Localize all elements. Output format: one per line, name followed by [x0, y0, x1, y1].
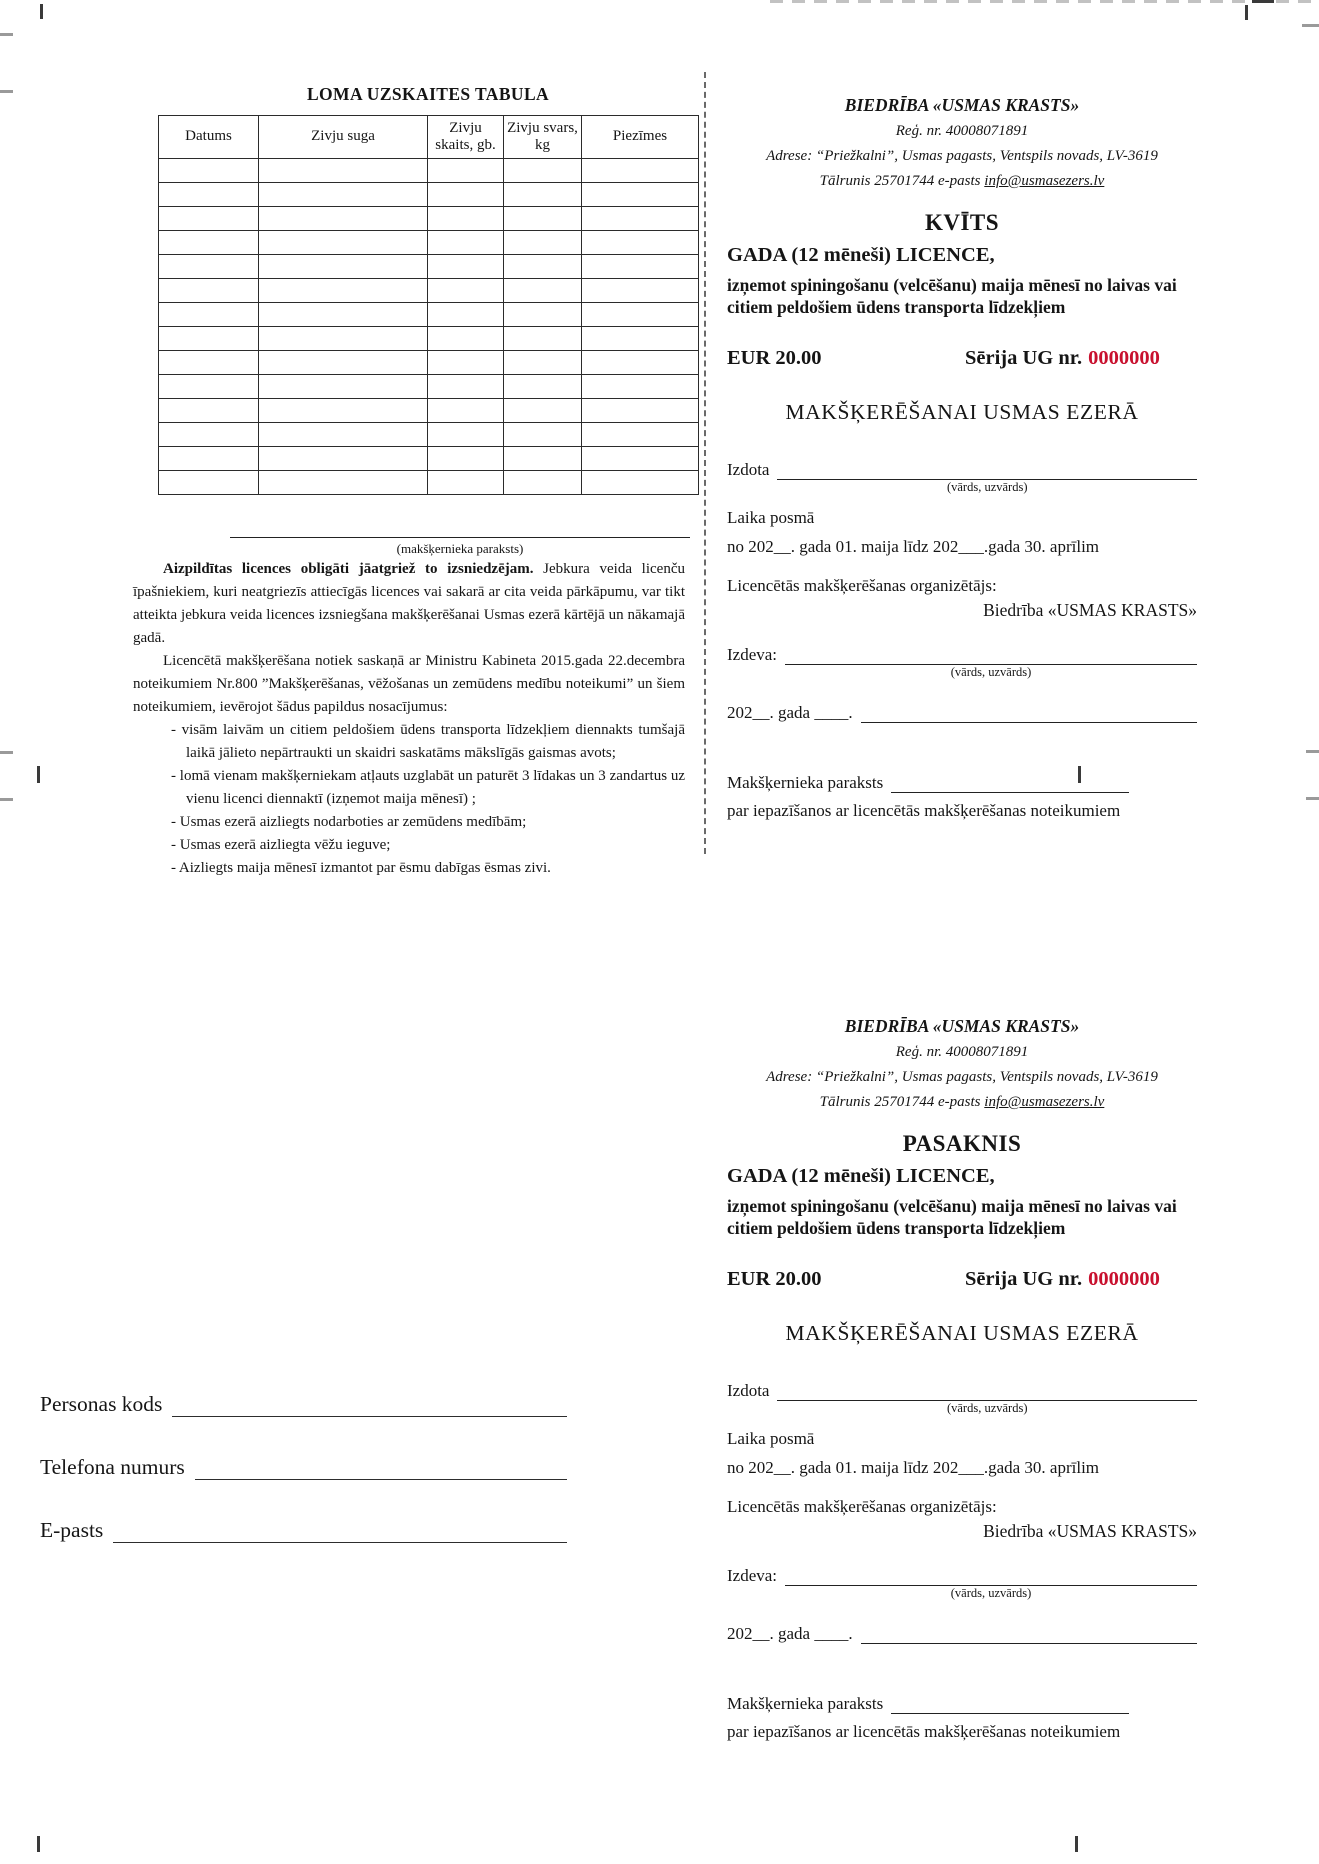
crop-mark	[0, 751, 13, 754]
crop-mark	[0, 33, 13, 36]
series-number: 0000000	[1088, 347, 1160, 369]
catch-table-body	[159, 159, 699, 495]
table-row	[159, 399, 699, 423]
org-phone-email	[727, 173, 1197, 190]
period-line: no 202__. gada 01. maija līdz 202___.gada 30. aprīlim	[727, 1458, 1100, 1477]
table-row	[159, 447, 699, 471]
col-header-datums: Datums	[159, 116, 259, 159]
table-cell	[582, 351, 699, 375]
table-cell	[504, 231, 582, 255]
org-phone-email	[727, 1094, 1197, 1111]
table-cell	[428, 471, 504, 495]
angler-signature-caption: (makšķernieka paraksts)	[396, 541, 524, 556]
table-cell	[582, 159, 699, 183]
license-type-subtitle-2: citiem peldošiem ūdens transporta līdzekļiem	[727, 297, 1066, 317]
table-cell	[159, 255, 259, 279]
org-name: BIEDRĪBA «USMAS KRASTS»	[844, 95, 1080, 115]
license-type-subtitle-1: izņemot spiningošanu (velcēšanu) maija mēnesī no laivas vai	[727, 275, 1177, 295]
table-cell	[504, 375, 582, 399]
table-cell	[159, 183, 259, 207]
rule-item-light: - visām laivām un citiem peldošiem ūdens transporta līdzekļiem diennakts tumšajā laikā jālieto nepārtraukti un skaidri saskatāms mākslīgās gaismas avots;	[171, 722, 685, 761]
issue-date-fill-line	[861, 704, 1197, 723]
license-purpose: MAKŠĶERĒŠANAI USMAS EZERĀ	[785, 400, 1139, 424]
issuer-label: Izdeva:	[727, 645, 778, 664]
rule-item-baitfish: - Aizliegts maija mēnesī izmantot par ēsmu dabīgas ēsmas zivi.	[171, 860, 551, 876]
table-row	[159, 471, 699, 495]
table-cell	[582, 471, 699, 495]
price-series-row	[727, 347, 1197, 370]
table-cell	[582, 231, 699, 255]
telefona-numurs-label: Telefona numurs	[40, 1455, 185, 1479]
issue-date-prefix: 202__. gada ____.	[727, 1624, 853, 1643]
rules-bold-sentence: Aizpildītas licences obligāti jāatgriež to izsniedzējam.	[163, 561, 534, 577]
table-cell	[428, 159, 504, 183]
table-cell	[504, 327, 582, 351]
table-cell	[159, 351, 259, 375]
table-cell	[159, 231, 259, 255]
table-cell	[259, 159, 428, 183]
table-row	[159, 207, 699, 231]
table-row	[159, 183, 699, 207]
license-rules-text	[133, 558, 685, 880]
rules-bullet-list	[171, 719, 685, 880]
table-cell	[504, 447, 582, 471]
organizer-label: Licencētās makšķerēšanas organizētājs:	[727, 576, 997, 595]
rule-item-crayfish: - Usmas ezerā aizliegta vēžu ieguve;	[171, 837, 391, 853]
table-cell	[504, 303, 582, 327]
rule-item-spearfishing: - Usmas ezerā aizliegts nodarboties ar zemūdens medībām;	[171, 814, 527, 830]
org-registration-number: Reģ. nr. 40008071891	[895, 123, 1029, 139]
table-cell	[428, 399, 504, 423]
table-row	[159, 279, 699, 303]
epasts-fill-line	[113, 1519, 567, 1543]
table-cell	[582, 399, 699, 423]
table-cell	[159, 375, 259, 399]
table-cell	[159, 471, 259, 495]
table-cell	[259, 375, 428, 399]
org-email-link[interactable]: info@usmasezers.lv	[984, 173, 1105, 189]
col-header-zivju-skaits: Zivju skaits, gb.	[428, 116, 504, 159]
page-edge-artifact	[770, 0, 1319, 3]
period-label: Laika posmā	[727, 1429, 815, 1448]
acknowledgement-text: par iepazīšanos ar licencētās makšķerēšanas noteikumiem	[727, 801, 1121, 820]
issued-to-label: Izdota	[727, 1381, 770, 1400]
table-cell	[582, 279, 699, 303]
org-name: BIEDRĪBA «USMAS KRASTS»	[844, 1016, 1080, 1036]
crop-mark	[1306, 750, 1319, 753]
issued-to-label: Izdota	[727, 460, 770, 479]
issue-date-prefix: 202__. gada ____.	[727, 703, 853, 722]
table-cell	[428, 279, 504, 303]
table-cell	[582, 327, 699, 351]
table-cell	[428, 255, 504, 279]
crop-mark	[1302, 24, 1319, 27]
col-header-zivju-svars: Zivju svars, kg	[504, 116, 582, 159]
table-row	[159, 255, 699, 279]
table-cell	[428, 207, 504, 231]
table-cell	[159, 279, 259, 303]
name-surname-caption: (vārds, uzvārds)	[950, 665, 1032, 679]
name-surname-caption: (vārds, uzvārds)	[946, 1401, 1028, 1415]
period-label: Laika posmā	[727, 508, 815, 527]
epasts-label: E-pasts	[40, 1518, 104, 1542]
issuer-row	[727, 645, 1197, 679]
table-cell	[582, 423, 699, 447]
org-phone: Tālrunis 25701744 e-pasts	[819, 1094, 985, 1110]
issuer-label: Izdeva:	[727, 1566, 778, 1585]
angler-signature-row	[727, 773, 1197, 793]
pasaknis-section	[705, 1016, 1280, 1776]
table-cell	[259, 231, 428, 255]
series-label: Sērija UG nr.	[965, 1268, 1083, 1290]
table-row	[159, 327, 699, 351]
table-cell	[259, 279, 428, 303]
crop-mark	[37, 1836, 40, 1852]
table-cell	[159, 423, 259, 447]
table-row	[159, 423, 699, 447]
org-address: Adrese: “Priežkalni”, Usmas pagasts, Ventspils novads, LV-3619	[766, 148, 1158, 164]
angler-signature-fill-line	[891, 1695, 1129, 1714]
rules-paragraph-regulations: Licencētā makšķerēšana notiek saskaņā ar Ministru Kabineta 2015.gada 22.decembra noteikumiem Nr.800 ”Makšķerēšanas, vēžošanas un zemūdens medību noteikumi” un šiem noteikumiem, ievērojot šādus papildus nosacījumus:	[133, 653, 685, 715]
license-type-title: GADA (12 mēneši) LICENCE,	[727, 244, 995, 266]
angler-signature-label: Makšķernieka paraksts	[727, 1694, 884, 1713]
table-cell	[504, 423, 582, 447]
table-cell	[159, 399, 259, 423]
table-cell	[582, 183, 699, 207]
license-type-title: GADA (12 mēneši) LICENCE,	[727, 1165, 995, 1187]
table-cell	[582, 255, 699, 279]
crop-mark	[0, 798, 13, 801]
acknowledgement-text: par iepazīšanos ar licencētās makšķerēšanas noteikumiem	[727, 1722, 1121, 1741]
series-group	[965, 347, 1160, 370]
table-cell	[428, 447, 504, 471]
issued-to-fill-line	[777, 461, 1197, 494]
col-header-zivju-suga: Zivju suga	[259, 116, 428, 159]
telefona-numurs-fill-line	[195, 1456, 567, 1480]
series-number: 0000000	[1088, 1268, 1160, 1290]
license-purpose: MAKŠĶERĒŠANAI USMAS EZERĀ	[785, 1321, 1139, 1345]
issue-date-row	[727, 703, 1197, 723]
table-cell	[504, 351, 582, 375]
org-address: Adrese: “Priežkalni”, Usmas pagasts, Ventspils novads, LV-3619	[766, 1069, 1158, 1085]
org-registration-number: Reģ. nr. 40008071891	[895, 1044, 1029, 1060]
issued-to-row	[727, 460, 1197, 494]
price: EUR 20.00	[727, 347, 822, 369]
issue-date-fill-line	[861, 1625, 1197, 1644]
table-cell	[582, 303, 699, 327]
table-cell	[259, 255, 428, 279]
table-cell	[428, 351, 504, 375]
kvits-heading: KVĪTS	[924, 210, 1000, 235]
table-cell	[259, 303, 428, 327]
table-row	[159, 159, 699, 183]
rule-item-catch-limit: - lomā vienam makšķerniekam atļauts uzglabāt un paturēt 3 līdakas un 3 zandartus uz vienu licenci diennaktī (izņemot maija mēnesī) ;	[171, 768, 685, 807]
table-cell	[159, 327, 259, 351]
table-cell	[428, 183, 504, 207]
name-surname-caption: (vārds, uzvārds)	[946, 480, 1028, 494]
org-phone: Tālrunis 25701744 e-pasts	[819, 173, 985, 189]
table-cell	[259, 471, 428, 495]
table-cell	[159, 159, 259, 183]
table-row	[159, 303, 699, 327]
table-cell	[582, 447, 699, 471]
table-cell	[428, 423, 504, 447]
angler-signature-fill-line	[891, 774, 1129, 793]
table-cell	[582, 207, 699, 231]
table-cell	[504, 399, 582, 423]
angler-signature-label: Makšķernieka paraksts	[727, 773, 884, 792]
table-cell	[428, 303, 504, 327]
kvits-section	[705, 95, 1280, 855]
rules-paragraph-return	[133, 558, 685, 650]
pasaknis-heading: PASAKNIS	[902, 1131, 1022, 1156]
issuer-fill-line	[785, 1567, 1197, 1600]
crop-mark	[37, 766, 40, 783]
table-cell	[504, 159, 582, 183]
table-cell	[504, 471, 582, 495]
issuer-row	[727, 1566, 1197, 1600]
name-surname-caption: (vārds, uzvārds)	[950, 1586, 1032, 1600]
personas-kods-row	[40, 1392, 567, 1417]
table-cell	[504, 183, 582, 207]
table-cell	[259, 351, 428, 375]
issued-to-fill-line	[777, 1382, 1197, 1415]
issuer-fill-line	[785, 646, 1197, 679]
license-type-subtitle-2: citiem peldošiem ūdens transporta līdzekļiem	[727, 1218, 1066, 1238]
table-header-row	[159, 116, 699, 159]
table-cell	[159, 447, 259, 471]
price: EUR 20.00	[727, 1268, 822, 1290]
epasts-row	[40, 1518, 567, 1543]
table-row	[159, 375, 699, 399]
rules-paragraph-return-rest: Jebkura veida licenču īpašniekiem, kuri neatgriezīs attiecīgās licences vai sakarā ar cita veida pārkāpumu, var tikt atteikta jebkura veida licences izsniegšana makšķerēšanai Usmas ezerā kārtējā un nākamajā gadā.	[133, 561, 685, 646]
angler-signature-row	[727, 1694, 1197, 1714]
col-header-piezimes: Piezīmes	[582, 116, 699, 159]
personas-kods-label: Personas kods	[40, 1392, 163, 1416]
table-cell	[428, 327, 504, 351]
table-cell	[428, 231, 504, 255]
crop-mark	[1252, 0, 1274, 3]
issued-to-row	[727, 1381, 1197, 1415]
crop-mark	[40, 4, 43, 19]
table-cell	[428, 375, 504, 399]
table-cell	[259, 327, 428, 351]
table-cell	[504, 207, 582, 231]
org-email-link[interactable]: info@usmasezers.lv	[984, 1094, 1105, 1110]
table-cell	[504, 255, 582, 279]
crop-mark	[1075, 1836, 1078, 1852]
table-cell	[259, 183, 428, 207]
organizer-name: Biedrība «USMAS KRASTS»	[983, 600, 1197, 620]
table-cell	[582, 375, 699, 399]
table-cell	[259, 399, 428, 423]
catch-table	[158, 115, 699, 495]
table-cell	[504, 279, 582, 303]
table-cell	[259, 423, 428, 447]
crop-mark	[1306, 797, 1319, 800]
catch-table-title: LOMA UZSKAITES TABULA	[306, 84, 550, 104]
table-row	[159, 351, 699, 375]
organizer-name: Biedrība «USMAS KRASTS»	[983, 1521, 1197, 1541]
table-cell	[259, 447, 428, 471]
angler-signature-line	[230, 537, 690, 538]
series-label: Sērija UG nr.	[965, 347, 1083, 369]
table-cell	[259, 207, 428, 231]
license-type-subtitle-1: izņemot spiningošanu (velcēšanu) maija mēnesī no laivas vai	[727, 1196, 1177, 1216]
crop-mark	[1245, 5, 1248, 20]
personas-kods-fill-line	[172, 1393, 567, 1417]
price-series-row	[727, 1268, 1197, 1291]
crop-mark	[0, 90, 13, 93]
table-row	[159, 231, 699, 255]
period-line: no 202__. gada 01. maija līdz 202___.gada 30. aprīlim	[727, 537, 1100, 556]
table-cell	[159, 207, 259, 231]
organizer-label: Licencētās makšķerēšanas organizētājs:	[727, 1497, 997, 1516]
issue-date-row	[727, 1624, 1197, 1644]
series-group	[965, 1268, 1160, 1291]
telefona-numurs-row	[40, 1455, 567, 1480]
table-cell	[159, 303, 259, 327]
